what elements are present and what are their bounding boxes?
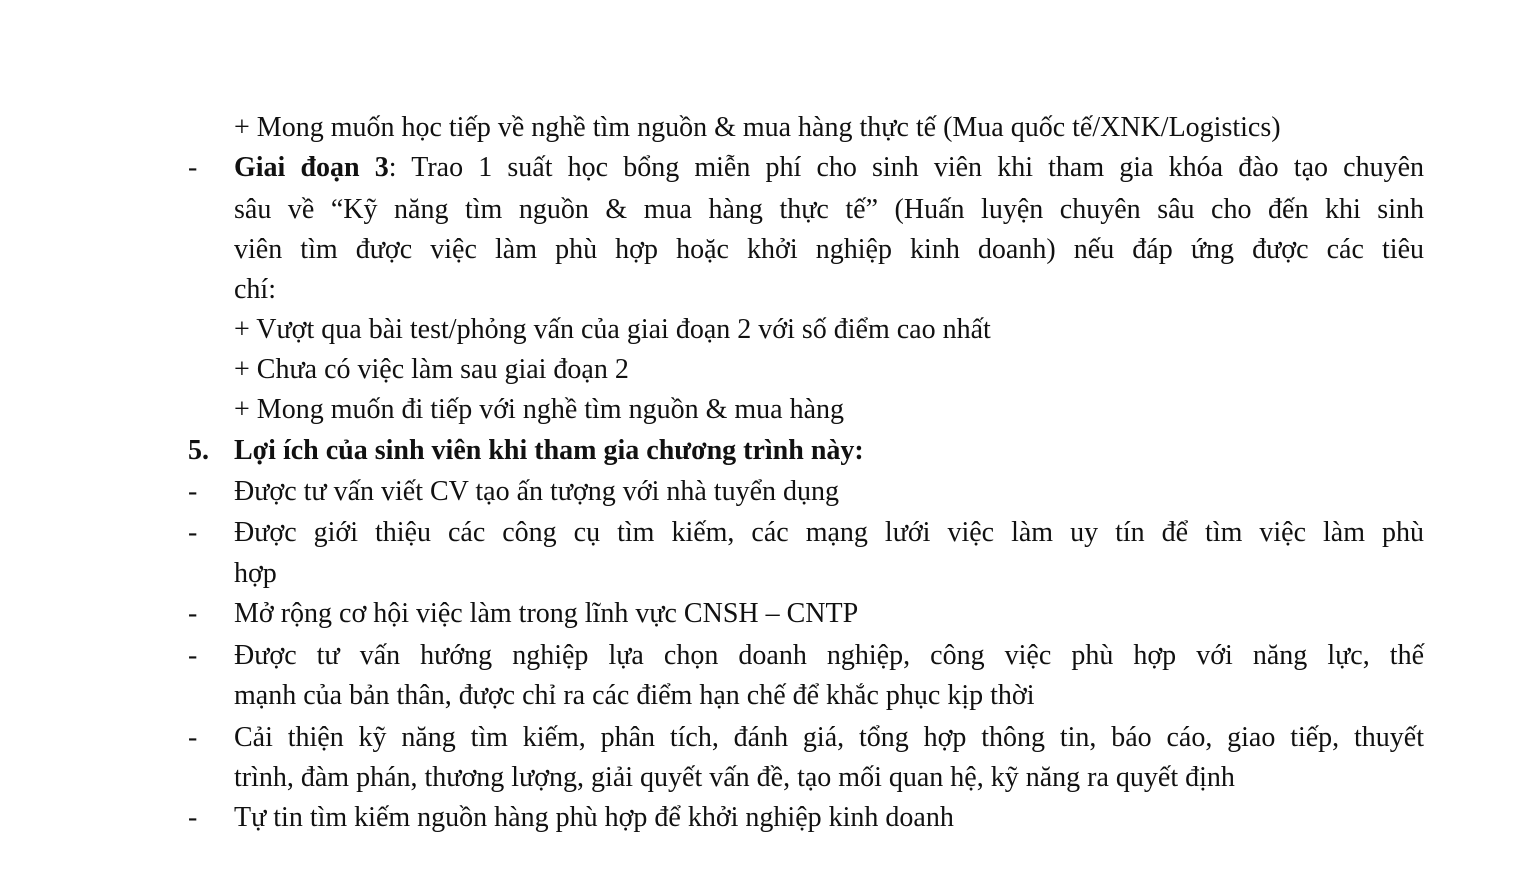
benefit-2-line-2: hợp [234, 558, 277, 589]
stage3-text-1: : Trao 1 suất học bổng miễn phí cho sinh viên khi tham gia khóa đào tạo chuyên [388, 152, 1424, 183]
stage3-line-1 [234, 148, 1424, 188]
stage3-dash: - [188, 152, 198, 183]
benefit-2-dash: - [188, 517, 198, 548]
benefit-5-dash: - [188, 722, 198, 753]
stage3-criterion-3: + Mong muốn đi tiếp với nghề tìm nguồn & mua hàng [234, 394, 844, 425]
stage2-criterion-4: + Mong muốn học tiếp về nghề tìm nguồn & mua hàng thực tế (Mua quốc tế/XNK/Logistics) [234, 112, 1281, 143]
stage3-label: Giai đoạn 3 [234, 152, 389, 183]
benefit-1: Được tư vấn viết CV tạo ấn tượng với nhà tuyển dụng [234, 476, 840, 507]
section5-number: 5. [188, 435, 209, 466]
benefit-2-line-1: Được giới thiệu các công cụ tìm kiếm, các mạng lưới việc làm uy tín để tìm việc làm phù [234, 517, 1424, 548]
stage3-criterion-1: + Vượt qua bài test/phỏng vấn của giai đoạn 2 với số điểm cao nhất [234, 314, 991, 345]
benefit-6-dash: - [188, 802, 198, 833]
benefit-5-line-2: trình, đàm phán, thương lượng, giải quyết vấn đề, tạo mối quan hệ, kỹ năng ra quyết định [234, 762, 1235, 793]
benefit-4-line-1: Được tư vấn hướng nghiệp lựa chọn doanh nghiệp, công việc phù hợp với năng lực, thế [234, 640, 1424, 671]
benefit-4-dash: - [188, 640, 198, 671]
stage3-line-2: sâu về “Kỹ năng tìm nguồn & mua hàng thực tế” (Huấn luyện chuyên sâu cho đến khi sinh [234, 194, 1424, 225]
benefit-6: Tự tin tìm kiếm nguồn hàng phù hợp để khởi nghiệp kinh doanh [234, 802, 954, 833]
stage3-line-4: chí: [234, 274, 276, 305]
benefit-3: Mở rộng cơ hội việc làm trong lĩnh vực CNSH – CNTP [234, 598, 859, 629]
benefit-5-line-1: Cải thiện kỹ năng tìm kiếm, phân tích, đánh giá, tổng hợp thông tin, báo cáo, giao tiếp, thuyết [234, 722, 1424, 753]
benefit-1-dash: - [188, 476, 198, 507]
stage3-line-3: viên tìm được việc làm phù hợp hoặc khởi nghiệp kinh doanh) nếu đáp ứng được các tiêu [234, 234, 1424, 265]
benefit-3-dash: - [188, 598, 198, 629]
stage3-criterion-2: + Chưa có việc làm sau giai đoạn 2 [234, 354, 629, 385]
section5-heading: Lợi ích của sinh viên khi tham gia chương trình này: [234, 435, 864, 466]
benefit-4-line-2: mạnh của bản thân, được chỉ ra các điểm hạn chế để khắc phục kịp thời [234, 680, 1035, 711]
